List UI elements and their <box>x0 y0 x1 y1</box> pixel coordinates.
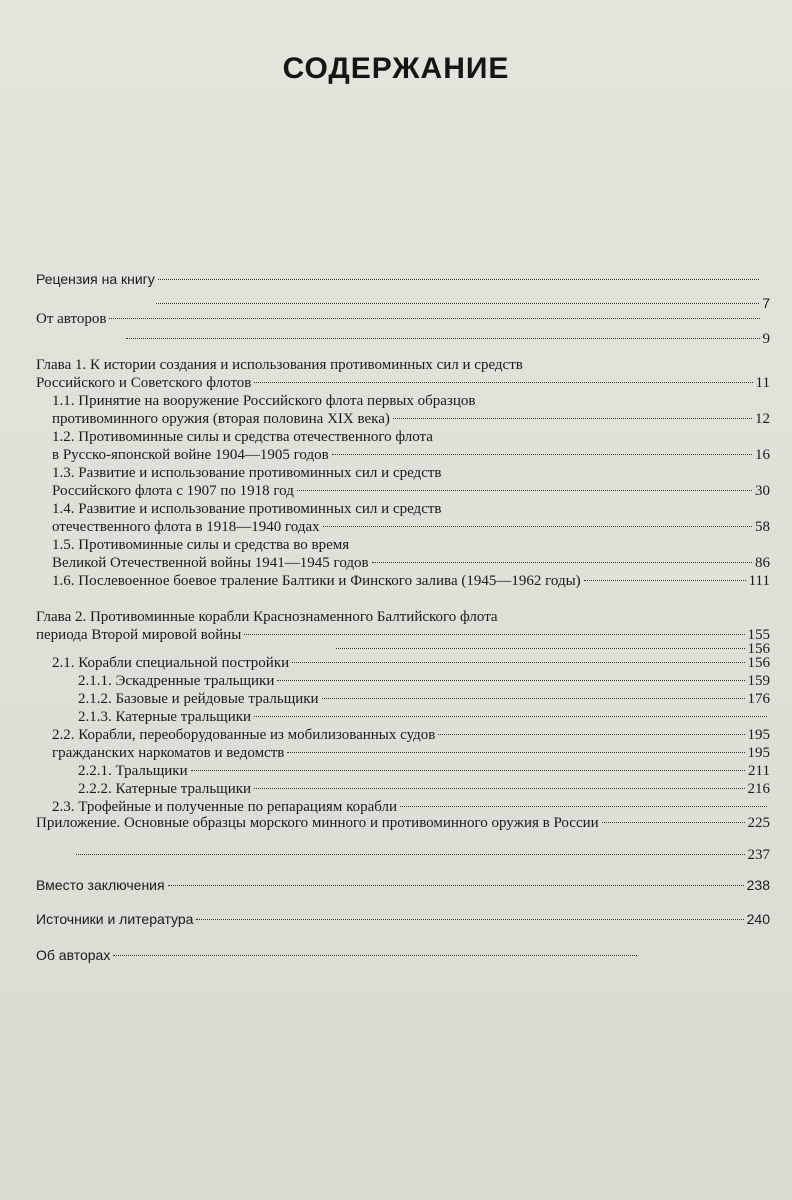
toc-entry-title: От авторов <box>36 311 107 327</box>
toc-entry-title-cont: Великой Отечественной войны 1941—1945 годов <box>52 555 369 571</box>
toc-entry-title: 2.1. Корабли специальной постройки <box>52 655 290 671</box>
toc-entry-title: Глава 1. К истории создания и использования противоминных сил и средств <box>36 357 523 373</box>
page-number: 12 <box>755 411 770 427</box>
leader-dots <box>168 885 744 886</box>
leader-dots <box>254 788 744 789</box>
toc-entry-1-5[interactable] <box>52 536 770 572</box>
toc-entry-title-cont: противоминного оружия (вторая половина XIX века) <box>52 411 390 427</box>
page-title: СОДЕРЖАНИЕ <box>282 52 510 85</box>
toc-entry-title: 2.1.3. Катерные тральщики <box>78 709 252 725</box>
toc-entry-chapter-2[interactable] <box>36 608 770 644</box>
leader-dots <box>292 662 744 663</box>
page-number: 9 <box>762 331 770 347</box>
toc-entry-title: Глава 2. Противоминные корабли Краснознаменного Балтийского флота <box>36 609 498 625</box>
page-number: 211 <box>748 763 770 779</box>
toc-entry-title: Приложение. Основные образцы морского минного и противоминного оружия в России <box>36 815 599 831</box>
toc-entry-about-authors[interactable] <box>36 946 640 964</box>
page-number: 238 <box>746 877 770 893</box>
page-number: 156 <box>747 641 770 657</box>
page-number: 86 <box>755 555 770 571</box>
page-number: 225 <box>747 815 770 831</box>
toc-entry-title-cont: периода Второй мировой войны <box>36 627 242 643</box>
page-number: 155 <box>747 627 770 643</box>
page-number: 30 <box>755 483 770 499</box>
toc-entry-2-1-1[interactable] <box>78 672 770 690</box>
leader-dots <box>297 490 752 491</box>
leader-dots <box>332 454 752 455</box>
page-number: 156 <box>747 655 770 671</box>
leader-dots <box>393 418 752 419</box>
toc-entry-title-cont: в Русско-японской войне 1904—1905 годов <box>52 447 329 463</box>
leader-dots <box>113 955 637 956</box>
toc-entry-appendix-leader <box>36 846 770 864</box>
toc-entry-title: 1.4. Развитие и использование противоминных сил и средств <box>52 501 442 517</box>
toc-entry-title-cont: Российского флота с 1907 по 1918 год <box>52 483 294 499</box>
leader-dots <box>438 734 744 735</box>
page-number: 16 <box>755 447 770 463</box>
toc-entry-1-6[interactable] <box>52 572 770 590</box>
toc-entry-1-4[interactable] <box>52 500 770 536</box>
toc-entry-title: 2.3. Трофейные и полученные по репарациям корабли <box>52 799 398 815</box>
toc-entry-2-2-1[interactable] <box>78 762 770 780</box>
toc-entry-title: 2.1.2. Базовые и рейдовые тральщики <box>78 691 319 707</box>
toc-entry-title: Вместо заключения <box>36 877 165 893</box>
leader-dots <box>196 919 743 920</box>
toc-entry-title: 2.2. Корабли, переоборудованные из мобилизованных судов <box>52 727 436 743</box>
toc-entry-1-1[interactable] <box>52 392 770 428</box>
toc-entry-2-1-2[interactable] <box>78 690 770 708</box>
toc-entry-title: 1.3. Развитие и использование противоминных сил и средств <box>52 465 442 481</box>
toc-entry-2-2[interactable] <box>52 726 770 744</box>
leader-dots <box>191 770 745 771</box>
toc-entry-chapter-1[interactable] <box>36 356 770 392</box>
page-number: 240 <box>746 911 770 927</box>
leader-dots <box>76 854 745 855</box>
toc-entry-conclusion[interactable] <box>36 876 770 894</box>
toc-entry-title: 1.1. Принятие на вооружение Российского флота первых образцов <box>52 393 476 409</box>
leader-dots <box>372 562 752 563</box>
leader-dots <box>126 338 760 339</box>
toc-entry-2-2-cont[interactable] <box>52 744 770 762</box>
toc-entry-title: 1.6. Послевоенное боевое траление Балтики и Финского залива (1945—1962 годы) <box>52 573 581 589</box>
toc-entry-title: 1.2. Противоминные силы и средства отечественного флота <box>52 429 433 445</box>
leader-dots <box>322 698 745 699</box>
page-number: 195 <box>747 727 770 743</box>
leader-dots <box>400 806 767 807</box>
page-number: 216 <box>747 781 770 797</box>
toc-entry-title: 2.1.1. Эскадренные тральщики <box>78 673 275 689</box>
leader-dots <box>287 752 744 753</box>
toc-entry-title: Об авторах <box>36 947 111 963</box>
toc-entry-title: Рецензия на книгу <box>36 271 155 287</box>
leader-dots <box>244 634 744 635</box>
page-number: 7 <box>762 295 770 311</box>
leader-dots <box>254 382 752 383</box>
toc-entry-title: 2.2.2. Катерные тральщики <box>78 781 252 797</box>
toc-entry-2-1[interactable] <box>52 654 770 672</box>
toc-entry-2-2-2[interactable] <box>78 780 770 798</box>
page-number: 159 <box>747 673 770 689</box>
leader-dots <box>277 680 744 681</box>
leader-dots <box>323 526 752 527</box>
page-number: 58 <box>755 519 770 535</box>
page-number: 195 <box>747 745 770 761</box>
toc-entry-title-cont: гражданских наркоматов и ведомств <box>52 745 285 761</box>
toc-entry-1-3[interactable] <box>52 464 770 500</box>
toc-entry-title: 2.2.1. Тральщики <box>78 763 188 779</box>
leader-dots <box>602 822 745 823</box>
page-number: 237 <box>747 847 770 863</box>
toc-entry-2-1-3[interactable] <box>78 708 770 726</box>
leader-dots <box>254 716 767 717</box>
toc-entry-title-cont: Российского и Советского флотов <box>36 375 252 391</box>
page-number: 111 <box>748 573 770 589</box>
leader-dots <box>158 279 759 280</box>
leader-dots <box>584 580 746 581</box>
toc-entry-appendix[interactable] <box>36 814 770 832</box>
toc-entry-1-2[interactable] <box>52 428 770 464</box>
toc-entry-title: 1.5. Противоминные силы и средства во время <box>52 537 350 553</box>
leader-dots <box>156 303 759 304</box>
toc-entry-authors-foreword[interactable] <box>36 310 770 348</box>
page-number: 11 <box>755 375 770 391</box>
leader-dots <box>336 648 745 649</box>
leader-dots <box>109 318 759 319</box>
page-number: 176 <box>747 691 770 707</box>
toc-entry-title: Источники и литература <box>36 911 194 927</box>
toc-entry-title-cont: отечественного флота в 1918—1940 годах <box>52 519 320 535</box>
toc-entry-sources[interactable] <box>36 910 770 928</box>
toc-entry-review[interactable] <box>36 270 770 312</box>
